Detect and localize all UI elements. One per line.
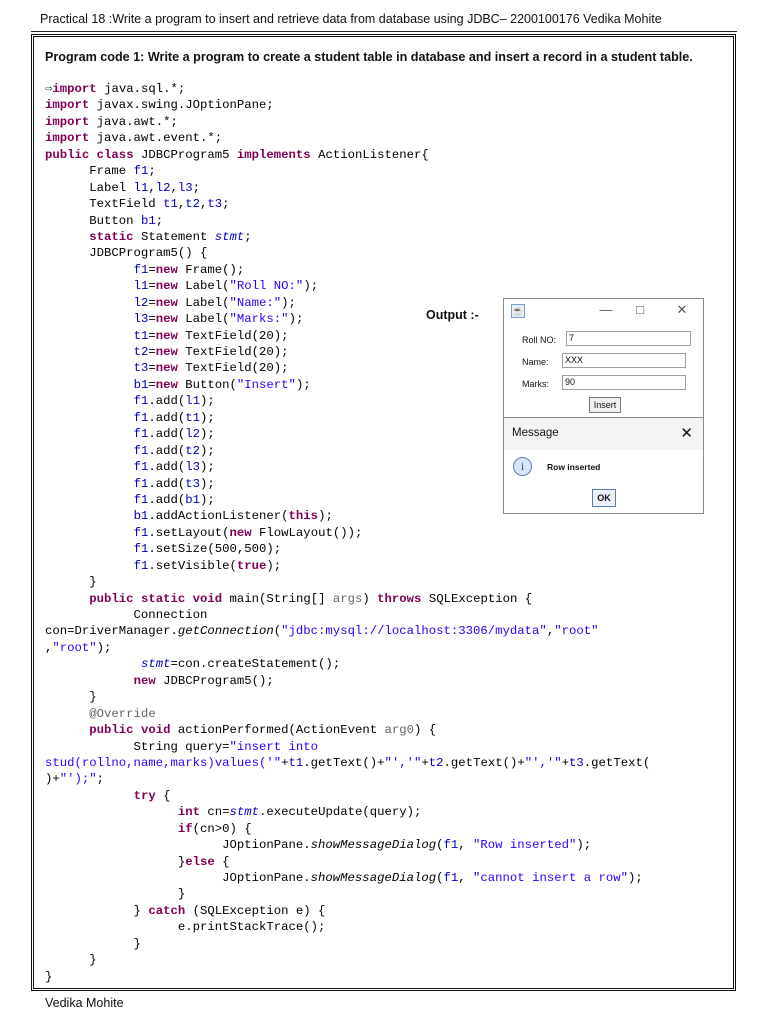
header-divider [31,31,737,32]
code-line: new JDBCProgram5(); [133,673,274,688]
dialog-close-icon[interactable]: ✕ [680,425,693,442]
code-line: int cn=stmt.executeUpdate(query); [177,805,422,820]
dialog-message: Row inserted [547,462,601,472]
code-line: f1.add(t3); [133,476,215,491]
code-line: public class JDBCProgram5 implements ActionListener{ [45,147,429,162]
marks-label: Marks: [522,379,549,389]
code-line: static Statement stmt; [89,229,252,244]
code-line: f1.add(l1); [133,394,215,409]
code-line: f1.add(l2); [133,427,215,442]
code-line: if(cn>0) { [177,821,252,836]
code-line: ⇨import java.sql.*; [45,82,186,96]
program-title: Program code 1: Write a program to create a student table in database and insert a record in a student table. [45,50,693,64]
code-listing [45,81,735,985]
code-line: f1.add(l3); [133,460,215,475]
code-line: } [45,936,141,951]
code-line: } [45,887,186,902]
code-line: ,"root"); [45,640,112,655]
code-line: @Override [89,706,156,721]
code-line: } [45,953,97,968]
code-line: import java.awt.event.*; [45,131,223,146]
code-line: f1.setVisible(true); [133,558,282,573]
code-line: Frame f1; [45,164,156,179]
code-line: f1.setSize(500,500); [133,542,282,557]
code-line: Connection [45,608,208,622]
code-line: String query="insert into [45,739,319,754]
code-line: t3=new TextField(20); [133,361,289,376]
message-dialog [503,417,704,514]
dialog-title-bar [504,418,703,450]
code-line: TextField t1,t2,t3; [45,197,230,212]
name-field[interactable]: XXX [562,353,686,368]
roll-label: Roll NO: [522,335,557,345]
code-line: f1.setLayout(new FlowLayout()); [133,525,363,540]
code-line: public static void main(String[] args) throws SQLException { [89,591,533,606]
code-line: JDBCProgram5() { [45,246,208,261]
code-line: f1=new Frame(); [133,262,245,277]
minimize-button[interactable]: — [599,302,613,317]
code-line: t1=new TextField(20); [133,328,289,343]
java-app-icon: ☕ [512,306,524,316]
dialog-title: Message [512,427,559,439]
output-label: Output :- [426,308,479,322]
code-line: f1.add(b1); [133,492,215,507]
code-line: )+"');"; [45,772,105,787]
insert-button[interactable]: Insert [589,397,621,413]
page-header: Practical 18 :Write a program to insert and retrieve data from database using JDBC– 2200100176 Vedika Mohite [40,12,662,26]
code-line: f1.add(t1); [133,410,215,425]
code-line: } catch (SQLException e) { [45,903,326,918]
code-line: stmt=con.createStatement(); [140,657,341,672]
name-label: Name: [522,357,549,367]
info-icon: i [513,457,532,476]
code-line: try { [133,788,171,803]
code-line: }else { [45,854,230,869]
code-line: import javax.swing.JOptionPane; [45,98,274,113]
code-line: stud(rollno,name,marks)values('"+t1.getText()+"','"+t2.getText()+"','"+t3.getText( [45,755,651,770]
close-button[interactable]: ✕ [676,302,688,317]
code-line: l3=new Label("Marks:"); [133,312,304,327]
ok-button[interactable]: OK [592,489,616,507]
code-line: l2=new Label("Name:"); [133,295,296,310]
window-title-bar [504,299,703,323]
code-line: } [45,969,53,984]
code-line: JOptionPane.showMessageDialog(f1, "cannot insert a row"); [45,871,643,885]
code-line: Button b1; [45,213,164,228]
code-line: } [45,575,97,590]
code-line: f1.add(t2); [133,443,215,458]
code-line: import java.awt.*; [45,114,178,129]
code-line: Label l1,l2,l3; [45,180,201,195]
code-line: t2=new TextField(20); [133,345,289,359]
code-line: JOptionPane.showMessageDialog(f1, "Row inserted"); [45,838,592,853]
code-line: } [45,690,97,705]
code-line: e.printStackTrace(); [45,920,326,935]
code-line: b1=new Button("Insert"); [133,377,311,392]
maximize-button[interactable]: □ [636,302,644,317]
roll-field[interactable]: 7 [566,331,691,346]
code-line: con=DriverManager.getConnection("jdbc:mysql://localhost:3306/mydata","root" [45,624,599,639]
code-line: l1=new Label("Roll NO:"); [133,279,319,294]
marks-field[interactable]: 90 [562,375,686,390]
page-footer: Vedika Mohite [45,996,124,1010]
code-line: public void actionPerformed(ActionEvent arg0) { [89,723,437,738]
code-line: b1.addActionListener(this); [133,509,333,524]
